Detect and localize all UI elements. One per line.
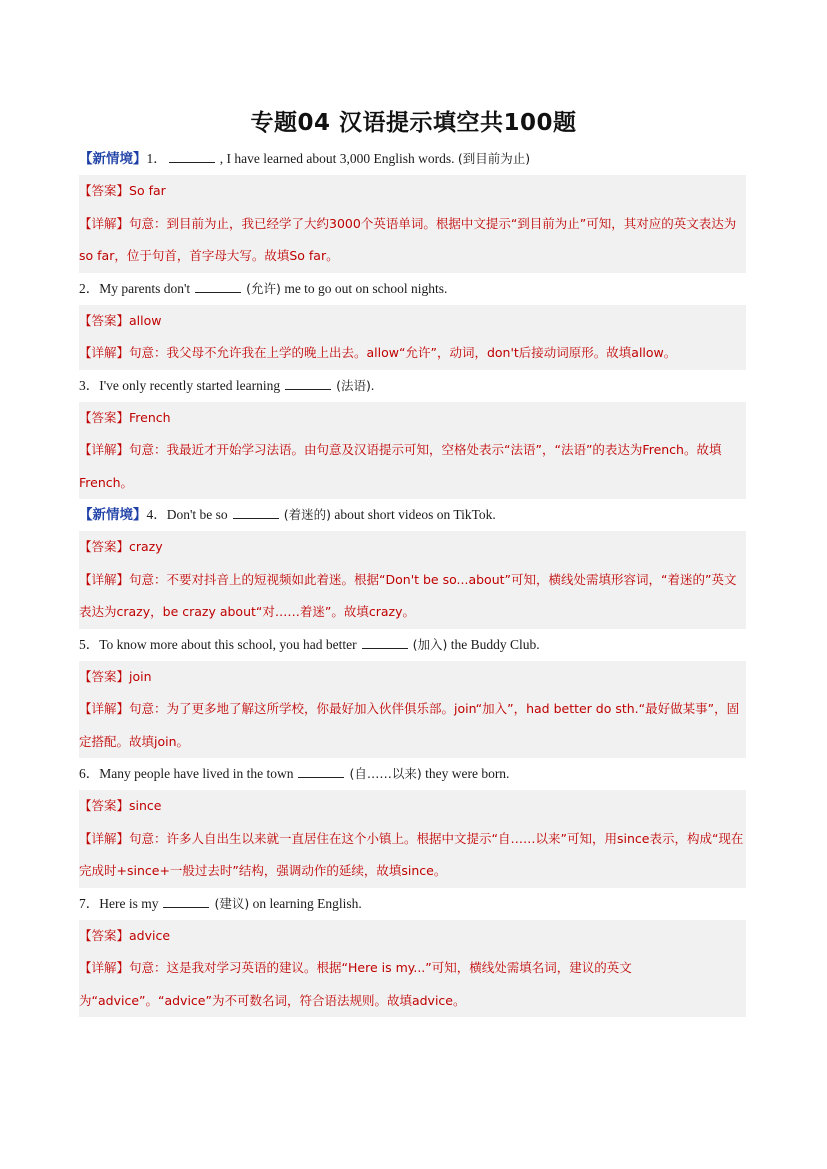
answer-label: 【答案】 (79, 409, 130, 425)
answer-label: 【答案】 (79, 927, 130, 943)
answer-line (79, 305, 746, 338)
explain-label: 【详解】 (79, 442, 130, 457)
explain-label: 【详解】 (79, 345, 130, 360)
question-number: 2． (79, 280, 100, 296)
question-1 (79, 143, 746, 175)
question-text-after: , I have learned about 3,000 English words. (219, 151, 455, 166)
chinese-hint: (着迷的) (283, 507, 331, 522)
question-text-after: the Buddy Club. (450, 636, 540, 652)
new-context-tag: 【新情境】 (79, 507, 147, 523)
answer-label: 【答案】 (79, 539, 130, 554)
explanation-line (79, 823, 746, 888)
answer-line (79, 920, 746, 953)
question-4 (79, 499, 746, 531)
answer-text: since (129, 798, 162, 813)
explain-label: 【详解】 (79, 701, 130, 716)
question-text-after: they were born. (425, 766, 510, 781)
answer-line (79, 175, 746, 208)
answer-blank[interactable] (285, 377, 331, 390)
answer-text: join (129, 668, 152, 684)
answer-blank[interactable] (362, 636, 408, 649)
explanation-text: 句意：为了更多地了解这所学校，你最好加入伙伴俱乐部。join“加入”，had better do sth.“最好做某事”，固定搭配。故填join。 (79, 701, 740, 749)
page-title: 专题04 汉语提示填空共100题 (250, 110, 577, 136)
question-text-before: I've only recently started learning (99, 377, 281, 393)
solution-1 (79, 175, 746, 273)
solution-5 (79, 661, 746, 759)
answer-text: advice (129, 927, 171, 943)
answer-line (79, 790, 746, 823)
question-text-after: on learning English. (252, 895, 362, 911)
answer-line (79, 531, 746, 564)
question-text-after: about short videos on TikTok. (334, 507, 496, 522)
new-context-tag: 【新情境】 (79, 151, 147, 167)
question-number: 5． (79, 636, 100, 652)
explanation-line (79, 434, 746, 499)
explanation-line (79, 337, 746, 370)
answer-blank[interactable] (233, 506, 279, 519)
answer-blank[interactable] (195, 280, 241, 293)
question-text-before: Here is my (99, 895, 159, 911)
explanation-text: 句意：这是我对学习英语的建议。根据“Here is my...”可知，横线处需填名词，建议的英文为“advice”。“advice”为不可数名词，符合语法规则。故填advice。 (79, 960, 632, 1008)
chinese-hint: (允许) (246, 280, 281, 296)
explain-label: 【详解】 (79, 571, 130, 587)
answer-line (79, 402, 746, 435)
answer-label: 【答案】 (79, 183, 130, 198)
answer-label: 【答案】 (79, 668, 130, 684)
explain-label: 【详解】 (79, 830, 130, 846)
solution-2 (79, 305, 746, 370)
explanation-text: 句意：我最近才开始学习法语。由句意及汉语提示可知，空格处表示“法语”，“法语”的表达为French。故填French。 (79, 442, 722, 490)
question-7 (79, 888, 746, 920)
chinese-hint: (自……以来) (349, 766, 422, 781)
solution-3 (79, 402, 746, 500)
question-text-before: Don't be so (166, 507, 228, 522)
explanation-line (79, 952, 746, 1017)
chinese-hint: (到目前为止) (457, 151, 531, 166)
explanation-line (79, 208, 746, 273)
question-text-after: . (370, 377, 375, 393)
solution-6 (79, 790, 746, 888)
explain-label: 【详解】 (79, 215, 130, 231)
answer-line (79, 661, 746, 694)
solution-7 (79, 920, 746, 1018)
question-2 (79, 273, 746, 305)
explanation-text: 句意：不要对抖音上的短视频如此着迷。根据“Don't be so...about”可知，横线处需填形容词，“着迷的”英文表达为crazy，be crazy about“对……着迷”。故填crazy。 (79, 571, 737, 619)
question-number: 6． (79, 766, 100, 781)
explanation-text: 句意：到目前为止，我已经学了大约3000个英语单词。根据中文提示“到目前为止”可知，其对应的英文表达为so far，位于句首，首字母大写。故填So far。 (79, 215, 737, 263)
answer-blank[interactable] (169, 150, 215, 163)
answer-text: French (129, 409, 171, 425)
answer-label: 【答案】 (79, 312, 130, 328)
answer-text: crazy (129, 539, 163, 554)
answer-label: 【答案】 (79, 798, 130, 813)
question-3 (79, 370, 746, 402)
question-text-before: My parents don't (99, 280, 191, 296)
explanation-text: 句意：我父母不允许我在上学的晚上出去。allow“允许”，动词，don't后接动词原形。故填allow。 (129, 345, 677, 360)
question-text-before: To know more about this school, you had better (99, 636, 357, 652)
explanation-line (79, 693, 746, 758)
explanation-text: 句意：许多人自出生以来就一直居住在这个小镇上。根据中文提示“自……以来”可知，用since表示，构成“现在完成时+since+一般过去时”结构，强调动作的延续，故填since。 (79, 830, 744, 878)
solution-4 (79, 531, 746, 629)
question-list (79, 143, 746, 1017)
question-6 (79, 758, 746, 790)
chinese-hint: (法语) (336, 377, 371, 393)
explanation-line (79, 564, 746, 629)
question-number: 3． (79, 377, 100, 393)
question-number: 4． (146, 507, 167, 522)
answer-text: So far (129, 183, 166, 198)
question-5 (79, 629, 746, 661)
question-text-before: Many people have lived in the town (99, 766, 294, 781)
answer-text: allow (129, 312, 162, 328)
answer-blank[interactable] (163, 895, 209, 908)
question-number: 7． (79, 895, 100, 911)
answer-blank[interactable] (298, 765, 344, 778)
explain-label: 【详解】 (79, 960, 130, 975)
chinese-hint: (建议) (214, 895, 250, 911)
question-number: 1． (146, 151, 167, 166)
chinese-hint: (加入) (412, 636, 448, 652)
question-text-after: me to go out on school nights. (284, 280, 448, 296)
